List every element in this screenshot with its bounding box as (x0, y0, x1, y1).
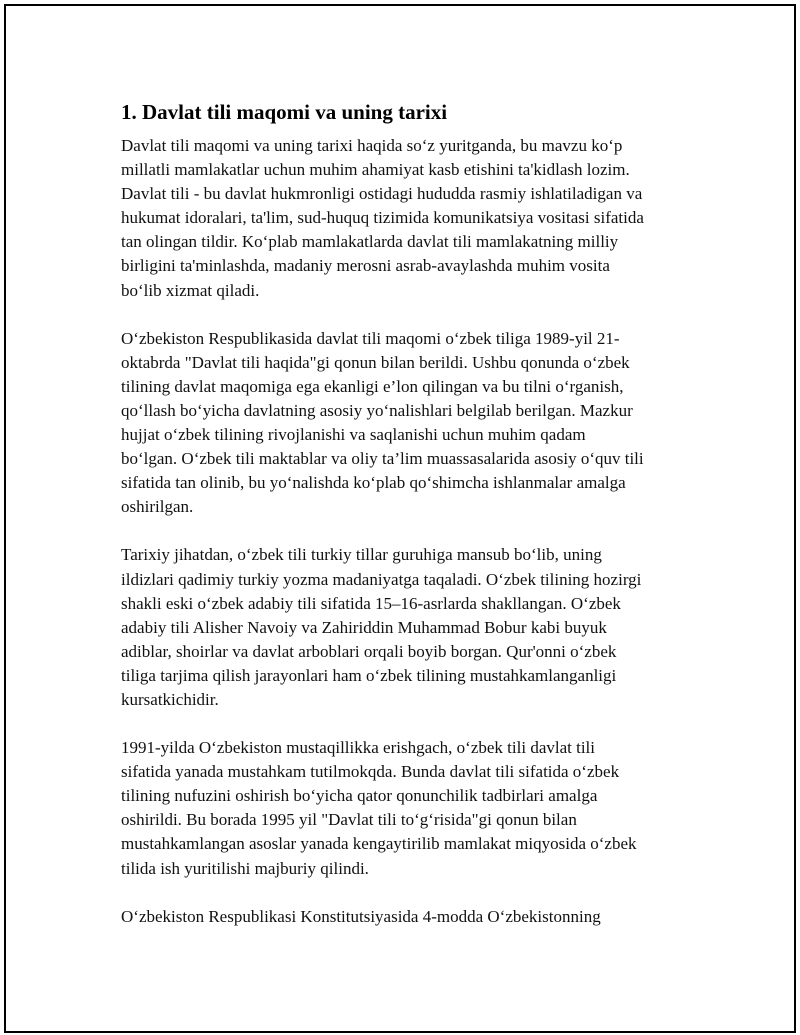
text-line: ildizlari qadimiy turkiy yozma madaniyatga taqaladi. Oʻzbek tilining hozirgi (121, 569, 642, 589)
text-line: mustahkamlangan asoslar yanada kengaytirilib mamlakat miqyosida oʻzbek (121, 834, 637, 854)
text-line: tiliga tarjima qilish jarayonlari ham oʻzbek tilining mustahkamlanganligi (121, 665, 617, 685)
text-line: 1991-yilda Oʻzbekiston mustaqillikka erishgach, oʻzbek tili davlat tili (121, 738, 595, 758)
text-line: qoʻllash boʻyicha davlatning asosiy yoʻnalishlari belgilab berilgan. Mazkur (121, 400, 633, 420)
text-line: sifatida yanada mustahkam tutilmokqda. Bunda davlat tili sifatida oʻzbek (121, 762, 620, 782)
text-line: boʻlgan. Oʻzbek tili maktablar va oliy ta’lim muassasalarida asosiy oʻquv tili (121, 449, 644, 469)
text-line: millatli mamlakatlar uchun muhim ahamiyat kasb etishini ta'kidlash lozim. (121, 160, 630, 180)
text-line: adabiy tili Alisher Navoiy va Zahiriddin Muhammad Bobur kabi buyuk (121, 617, 607, 637)
text-line: sifatida tan olinib, bu yoʻnalishda koʻplab qoʻshimcha ishlanmalar amalga (121, 473, 626, 493)
paragraph-2 (121, 327, 696, 520)
text-line: oshirildi. Bu borada 1995 yil "Davlat tili toʻgʻrisida"gi qonun bilan (121, 810, 577, 830)
text-line: hujjat oʻzbek tilining rivojlanishi va saqlanishi uchun muhim qadam (121, 425, 586, 445)
text-line: tilida ish yuritilishi majburiy qilindi. (121, 858, 369, 878)
text-line: birligini ta'minlashda, madaniy merosni asrab-avaylashda muhim vosita (121, 256, 610, 276)
document-body (121, 98, 696, 953)
text-line: tan olingan tildir. Koʻplab mamlakatlarda davlat tili mamlakatning milliy (121, 232, 619, 252)
text-line: shakli eski oʻzbek adabiy tili sifatida 15–16-asrlarda shakllangan. Oʻzbek (121, 593, 621, 613)
text-line: Oʻzbekiston Respublikasida davlat tili maqomi oʻzbek tiliga 1989-yil 21- (121, 328, 620, 348)
paragraph-1 (121, 134, 696, 303)
text-line: tilining nufuzini oshirish boʻyicha qator qonunchilik tadbirlari amalga (121, 786, 598, 806)
paragraph-4 (121, 736, 696, 881)
text-line: boʻlib xizmat qiladi. (121, 280, 260, 300)
text-line: Davlat tili maqomi va uning tarixi haqida soʻz yuritganda, bu mavzu koʻp (121, 136, 623, 155)
paragraph-3 (121, 543, 696, 712)
text-line: Oʻzbekiston Respublikasi Konstitutsiyasida 4-modda Oʻzbekistonning (121, 906, 601, 926)
text-line: adiblar, shoirlar va davlat arboblari orqali boyib borgan. Qur'onni oʻzbek (121, 641, 617, 661)
text-line: kursatkichidir. (121, 689, 219, 709)
text-line: oshirilgan. (121, 497, 194, 517)
text-line: oktabrda "Davlat tili haqida"gi qonun bilan berildi. Ushbu qonunda oʻzbek (121, 352, 630, 372)
text-line: Tarixiy jihatdan, oʻzbek tili turkiy tillar guruhiga mansub boʻlib, uning (121, 545, 602, 565)
section-heading: 1. Davlat tili maqomi va uning tarixi (121, 100, 448, 124)
text-line: hukumat idoralari, ta'lim, sud-huquq tizimida komunikatsiya vositasi sifatida (121, 208, 644, 228)
text-line: Davlat tili - bu davlat hukmronligi ostidagi hududda rasmiy ishlatiladigan va (121, 184, 643, 204)
text-line: tilining davlat maqomiga ega ekanligi e’lon qilingan va bu tilni oʻrganish, (121, 376, 624, 396)
paragraph-5 (121, 905, 696, 929)
page-frame (4, 4, 796, 1033)
